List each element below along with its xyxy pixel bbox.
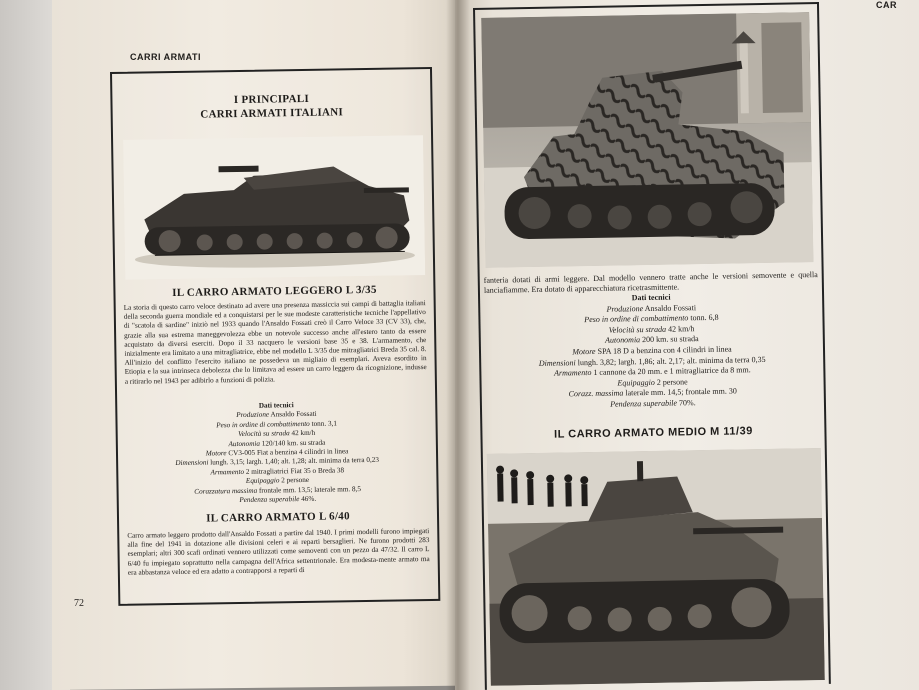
tech-row: Corazzatura massima frontale mm. 13,5; laterale mm. 8,5 xyxy=(194,484,361,496)
tech-row: Velocità su strada 42 km/h xyxy=(608,323,695,335)
tech-title-l335: Dati tecnici xyxy=(258,401,294,410)
tech-row: Pendenza superabile 46%. xyxy=(239,494,317,505)
tech-row: Motore CV3-005 Fiat a benzina 4 cilindri in linea xyxy=(205,447,349,458)
tech-row: Motore SPA 18 D a benzina con 4 cilindri in linea xyxy=(572,344,732,357)
page-heading-line2: CARRI ARMATI ITALIANI xyxy=(200,106,344,121)
tech-row: Corazz. massima laterale mm. 14,5; frontale mm. 30 xyxy=(568,386,737,399)
section-title-m1139: IL CARRO ARMATO MEDIO M 11/39 xyxy=(554,425,753,441)
tech-data-l335 xyxy=(117,399,437,507)
l640-continuation-text: fanteria dotati di armi leggere. Dal modello vennero tratte anche le versioni semovente e quella lanciafiamme. Era dotato di apparecchiatura ricetrasmittente. xyxy=(483,270,818,295)
running-head-left: CARRI ARMATI xyxy=(130,52,201,62)
tech-row: Pendenza superabile 70%. xyxy=(610,398,696,409)
tech-row: Peso in ordine di combattimento tonn. 6,8 xyxy=(584,312,719,325)
section-text-l640: Carro armato leggero prodotto dall'Ansaldo Fossati a partire dal 1940. I primi modelli furono impiegati alla fine del 1941 in dotazione alle divisioni celeri e ai reparti bersaglieri. Ne furono prodotti 283 esemplari; altri 300 scafi ordinati vennero utilizzati come semoventi con un pezzo da 47/32. Il carro L 6/40 fu impiegato soprattutto nella campagna dell'Africa settentrionale. Era modesta-mente armato ma era abbastanza veloce ed era adatto a contrapporsi a reparti di xyxy=(127,527,430,577)
tech-data-l640 xyxy=(480,290,824,412)
tech-row: Produzione Ansaldo Fossati xyxy=(606,302,697,314)
tech-row: Produzione Ansaldo Fossati xyxy=(236,410,317,420)
page-heading-line1: I PRINCIPALI xyxy=(233,92,310,107)
running-head-right: CAR xyxy=(876,0,897,10)
section-title-l640: IL CARRO ARMATO L 6/40 xyxy=(206,510,350,525)
tech-title-l640: Dati tecnici xyxy=(631,292,671,303)
tech-row: Velocità su strada 42 km/h xyxy=(238,429,316,439)
tech-row: Dimensioni lungh. 3,15; largh. 1,40; alt. 1,28; alt. minima da terra 0,23 xyxy=(175,456,380,468)
left-page-frame xyxy=(110,67,440,606)
m1139-tank-photo xyxy=(487,448,825,686)
section-text-l335: La storia di questo carro veloce destinato ad avere una presenza massiccia sui campi di battaglia italiani della seconda guerra mondiale ed a conquistarsi per le sue modeste caratteristiche tecniche l'appellativo di "scatola di sardine" iniziò nel 1933 quando l'Ansaldo Fossati creò il Carro Veloce 33 (CV 33), che, grazie alla sua estrema maneggevolezza ebbe un notevole successo anche all'estero tanto da essere acquistato da diversi eserciti. Dopo il 33 nacquero le versioni base 35 e 38. L'armamento, che inizialmente era limitato a una mitragliatrice, ebbe nel modello L 3/35 due mitragliatrici Breda 35 cal. 8. All'inizio del conflitto l'esercito italiano ne possedeva un migliaio di esemplari. Aveva esordito in Etiopia e la sua intrinseca debolezza che lo limitava ad essere un carro leggero da ricognizione, indusse a ritirarlo nel 1943 per adibirlo a funzioni di polizia. xyxy=(123,299,427,386)
tech-row: Equipaggio 2 persone xyxy=(617,377,688,388)
page-number: 72 xyxy=(74,598,84,609)
right-page-frame xyxy=(473,2,831,690)
tech-row: Armamento 1 cannone da 20 mm. e 1 mitragliatrice da 8 mm. xyxy=(553,365,751,378)
tech-row: Autonomia 120/140 km. su strada xyxy=(228,438,326,448)
tech-row: Autonomia 200 km. su strada xyxy=(604,334,699,346)
book-gutter xyxy=(446,0,470,690)
tech-row: Peso in ordine di combattimento tonn. 3,1 xyxy=(216,419,337,430)
tech-row: Equipaggio 2 persone xyxy=(245,476,310,486)
l335-tank-photo xyxy=(123,135,425,280)
tech-row: Dimensioni lungh. 3,82; largh. 1,86; alt. 2,17; alt. minima da terra 0,35 xyxy=(538,354,766,368)
tech-row: Armamento 2 mitragliatrici Fiat 35 o Breda 38 xyxy=(210,466,345,477)
l640-tank-photo xyxy=(481,12,813,268)
section-title-l335: IL CARRO ARMATO LEGGERO L 3/35 xyxy=(172,283,377,300)
